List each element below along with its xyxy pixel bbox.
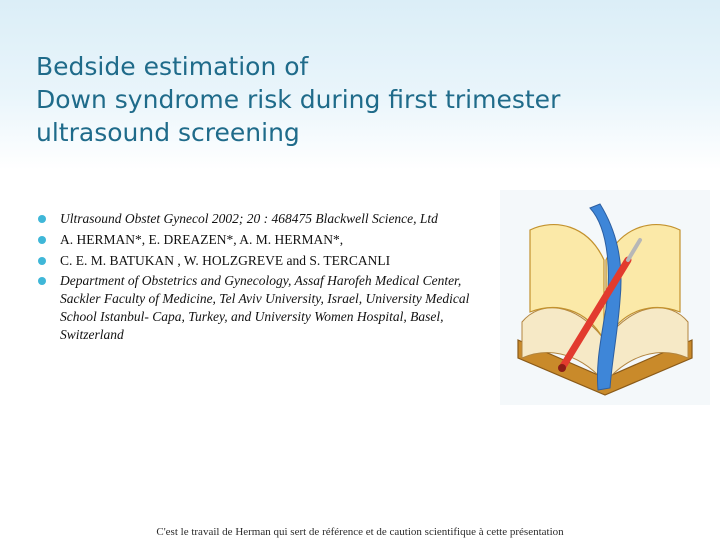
bullet-journal-reference: Ultrasound Obstet Gynecol 2002; 20 : 468475 Blackwell Science, Ltd	[36, 210, 486, 228]
bullet-list	[36, 210, 486, 347]
slide-title	[36, 50, 696, 149]
footer-note: C'est le travail de Herman qui sert de référence et de caution scientifique à cette présentation	[156, 526, 564, 538]
title-line-3: ultrasound screening	[36, 118, 300, 147]
bullet-authors-1: A. HERMAN*, E. DREAZEN*, A. M. HERMAN*,	[36, 231, 486, 249]
title-line-1: Bedside estimation of	[36, 52, 309, 81]
bullet-authors-2: C. E. M. BATUKAN , W. HOLZGREVE and S. TERCANLI	[36, 252, 486, 270]
title-line-2: Down syndrome risk during first trimester	[36, 85, 561, 114]
bullet-affiliations: Department of Obstetrics and Gynecology, Assaf Harofeh Medical Center, Sackler Faculty of Medicine, Tel Aviv University, Israel, University Medical School Istanbul- Capa, Turkey, and University Women Hospital, Basel, Switzerland	[36, 272, 486, 343]
open-book-with-pen-icon	[500, 190, 710, 405]
